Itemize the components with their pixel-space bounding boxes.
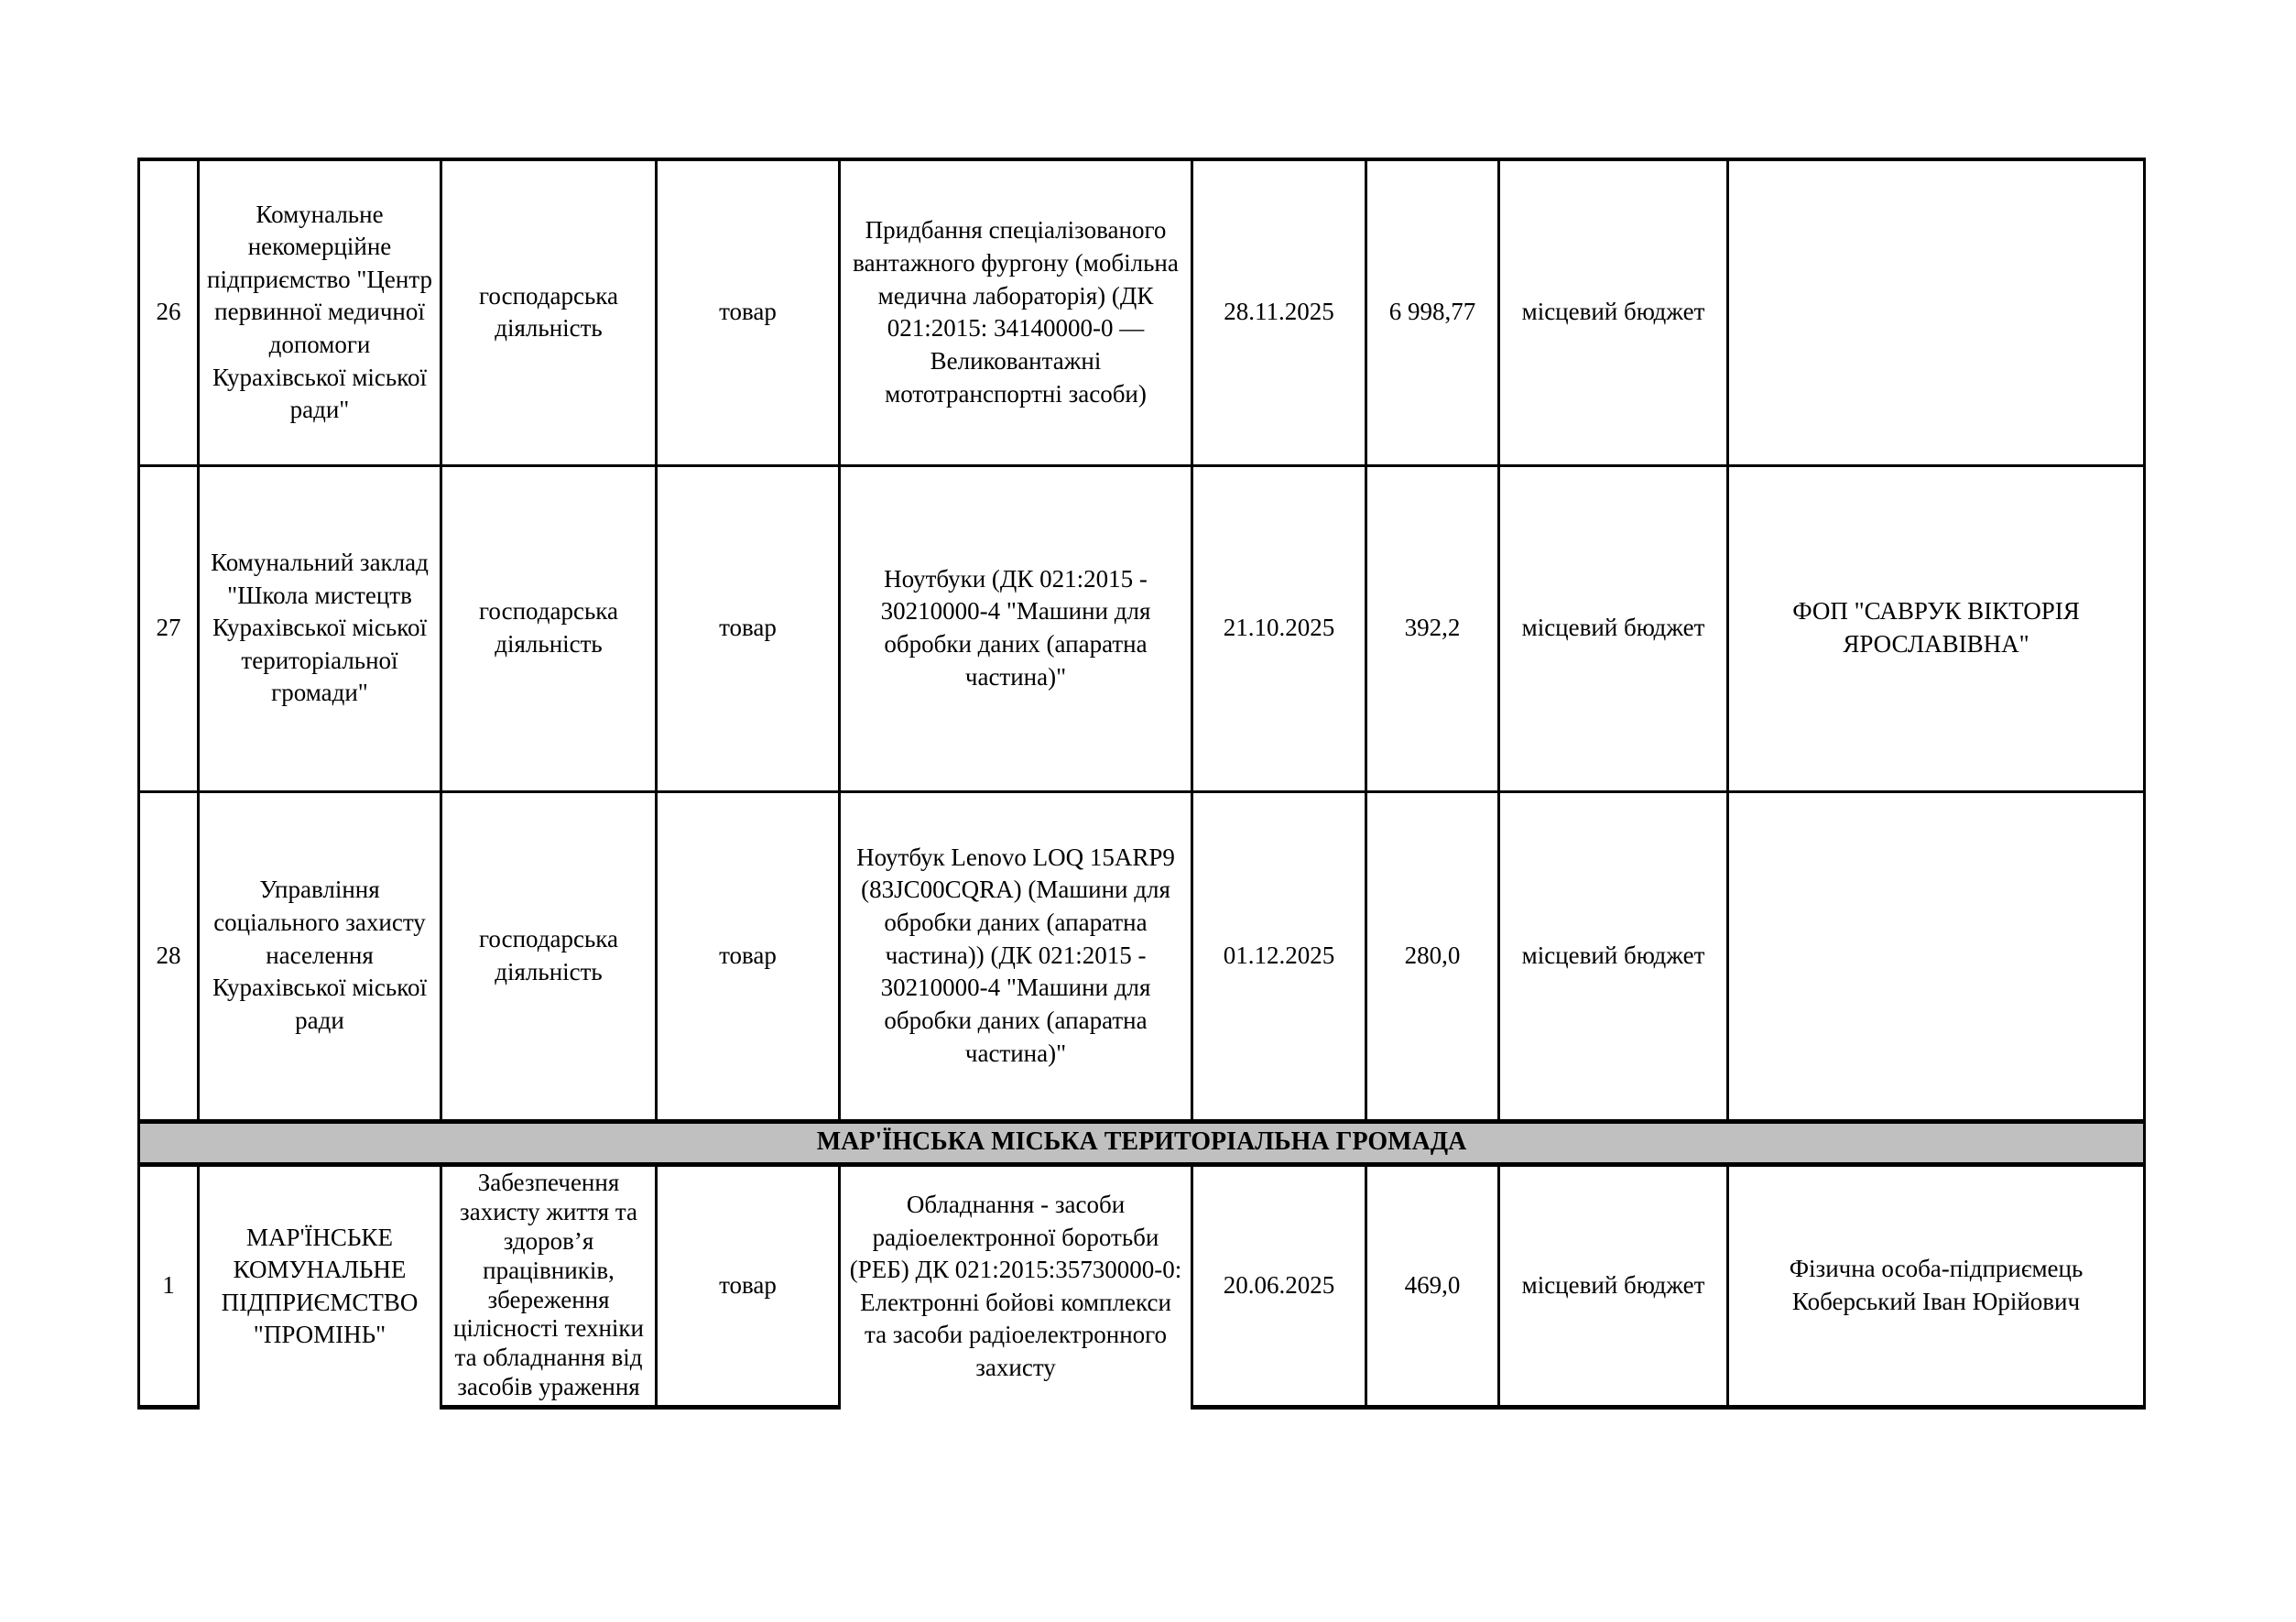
cell-description: Придбання спеціалізованого вантажного фургону (мобільна медична лабораторія) (ДК 021:2015: 34140000-0 — Великовантажні мототранспортні засоби) [840,159,1192,465]
cell-budget: місцевий бюджет [1499,1164,1728,1407]
cell-amount: 6 998,77 [1366,159,1499,465]
cell-activity: господарська діяльність [441,465,657,791]
cell-organization: Комунальний заклад "Школа мистецтв Курахівської міської територіальної громади" [199,465,441,791]
cell-organization: Управління соціального захисту населення Курахівської міської ради [199,791,441,1121]
cell-activity: господарська діяльність [441,159,657,465]
cell-amount: 469,0 [1366,1164,1499,1407]
procurement-table-container [137,158,2143,1410]
table-row-28 [139,791,2145,1121]
cell-date: 01.12.2025 [1192,791,1366,1121]
cell-row-number: 1 [139,1164,199,1407]
cell-organization: Комунальне некомерційне підприємство "Центр первинної медичної допомоги Курахівської міської ради" [199,159,441,465]
cell-date: 28.11.2025 [1192,159,1366,465]
cell-date: 21.10.2025 [1192,465,1366,791]
cell-supplier: ФОП "САВРУК ВІКТОРІЯ ЯРОСЛАВІВНА" [1728,465,2145,791]
cell-row-number: 27 [139,465,199,791]
cell-type: товар [657,1164,840,1407]
cell-supplier [1728,159,2145,465]
cell-activity: господарська діяльність [441,791,657,1121]
section-header-row [139,1121,2145,1164]
table-row-26 [139,159,2145,465]
cell-amount: 392,2 [1366,465,1499,791]
cell-description: Ноутбук Lenovo LOQ 15ARP9 (83JC00CQRA) (Машини для обробки даних (апаратна частина)) (ДК 021:2015 - 30210000-4 "Машини для обробки даних (апаратна частина)" [840,791,1192,1121]
cell-budget: місцевий бюджет [1499,159,1728,465]
cell-row-number: 26 [139,159,199,465]
cell-supplier: Фізична особа-підприємець Коберський Іван Юрійович [1728,1164,2145,1407]
cell-amount: 280,0 [1366,791,1499,1121]
procurement-table [137,158,2146,1410]
cell-budget: місцевий бюджет [1499,465,1728,791]
cell-type: товар [657,791,840,1121]
section-header-label: МАР'ЇНСЬКА МІСЬКА ТЕРИТОРІАЛЬНА ГРОМАДА [139,1121,2145,1164]
table-row-1 [139,1164,2145,1407]
cell-organization: МАР'ЇНСЬКЕ КОМУНАЛЬНЕ ПІДПРИЄМСТВО "ПРОМІНЬ" [199,1164,441,1407]
cell-description: Обладнання - засоби радіоелектронної боротьби (РЕБ) ДК 021:2015:35730000-0: Електронні бойові комплекси та засоби радіоелектронного захисту [840,1164,1192,1407]
cell-type: товар [657,159,840,465]
table-row-27 [139,465,2145,791]
cell-description: Ноутбуки (ДК 021:2015 - 30210000-4 "Машини для обробки даних (апаратна частина)" [840,465,1192,791]
cell-activity: Забезпечення захисту життя та здоров’я працівників, збереження цілісності техніки та обладнання від засобів ураження [441,1164,657,1407]
cell-date: 20.06.2025 [1192,1164,1366,1407]
cell-budget: місцевий бюджет [1499,791,1728,1121]
cell-row-number: 28 [139,791,199,1121]
cell-type: товар [657,465,840,791]
cell-supplier [1728,791,2145,1121]
